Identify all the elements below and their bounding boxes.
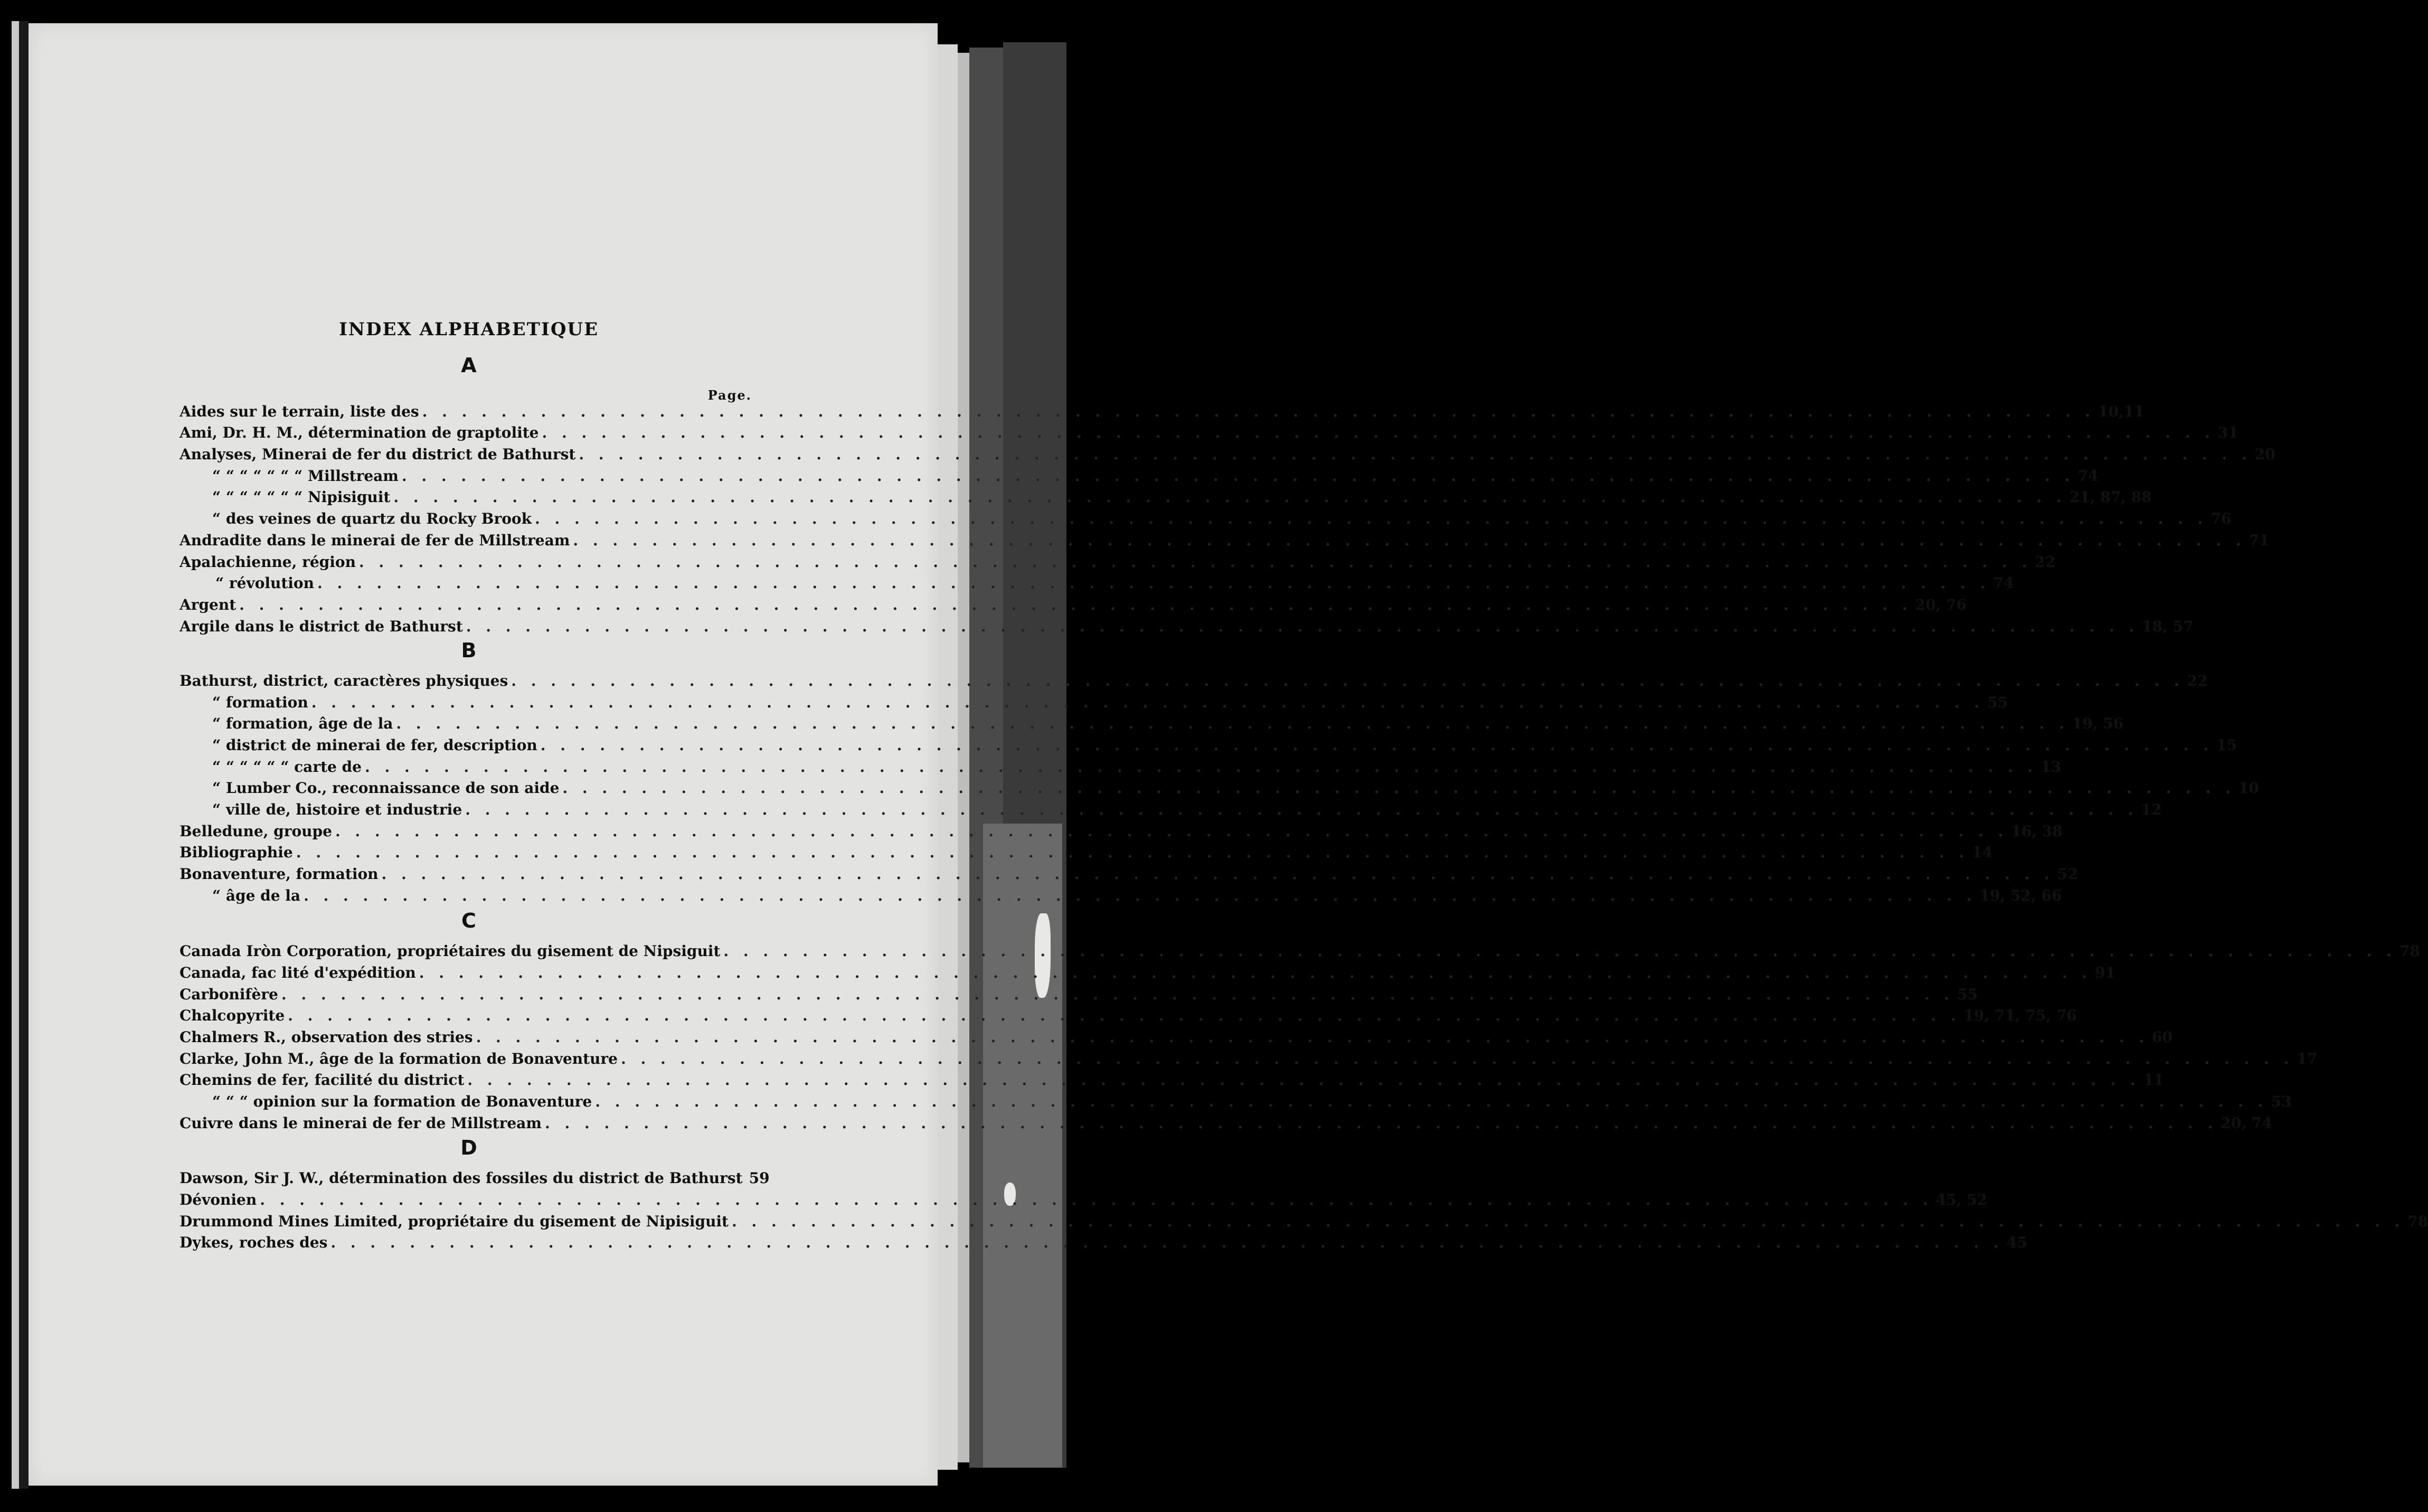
leader-dots (541, 735, 2213, 756)
entry-pages: 78 (2407, 1213, 2428, 1230)
leader-dots (465, 799, 2138, 820)
entry-pages: 78 (2399, 942, 2420, 960)
index-entry (179, 1005, 2077, 1026)
entry-pages: 13 (2040, 758, 2062, 776)
leader-dots (621, 1048, 2293, 1070)
entry-pages: 11 (2143, 1071, 2164, 1089)
leader-dots (422, 401, 2095, 422)
leader-dots (281, 984, 1954, 1005)
entry-term: Bibliographie (179, 844, 293, 861)
leader-dots (732, 1211, 2404, 1232)
entry-pages: 15 (2216, 736, 2237, 754)
index-entry (179, 1070, 2164, 1091)
entry-term: Ami, Dr. H. M., détermination de graptolite (179, 424, 539, 441)
entry-term: Chemins de fer, facilité du district (179, 1071, 465, 1089)
entry-pages: 55 (1957, 986, 1978, 1003)
entry-pages: 12 (2141, 801, 2162, 818)
section-letter-b: B (461, 639, 477, 662)
entry-pages: 59 (749, 1169, 770, 1187)
index-entry (179, 1168, 770, 1189)
entry-term: Aides sur le terrain, liste des (179, 403, 419, 420)
leader-dots (466, 616, 2139, 637)
entry-pages: 20, 74 (2221, 1114, 2272, 1132)
leader-dots (562, 778, 2235, 799)
entry-pages: 71 (2249, 532, 2270, 549)
binding-shadow (19, 21, 29, 1489)
index-entry (179, 594, 1967, 616)
leader-dots (573, 530, 2245, 551)
entry-pages: 14 (1972, 844, 1993, 861)
index-entry (179, 487, 2152, 508)
leader-dots (239, 594, 1912, 616)
entry-term: “ “ “ opinion sur la formation de Bonaventure (212, 1093, 592, 1110)
entry-term: Apalachienne, région (179, 553, 356, 571)
leader-dots (365, 757, 2037, 778)
leader-dots (393, 487, 2066, 508)
leader-dots (545, 1113, 2217, 1134)
entry-pages: 21, 87, 88 (2069, 488, 2152, 506)
index-entry (179, 530, 2270, 551)
leader-dots (542, 422, 2214, 443)
entry-term: “ “ “ “ “ “ “ Nipisiguit (212, 488, 391, 506)
index-page (29, 23, 2428, 1486)
index-entry (179, 984, 1978, 1005)
index-entry (179, 757, 2062, 778)
index-entry (179, 692, 2008, 713)
index-entry (179, 821, 2063, 842)
index-entry (179, 1027, 2172, 1048)
entry-pages: 91 (2095, 964, 2116, 981)
index-entry (179, 573, 2014, 594)
entry-pages: 18, 57 (2142, 618, 2194, 635)
entry-term: Dykes, roches des (179, 1234, 328, 1251)
index-entry (179, 616, 2194, 637)
entry-term: “ formation (212, 694, 308, 711)
entry-pages: 19, 52, 66 (1979, 887, 2062, 904)
section-letter-a: A (461, 354, 477, 377)
leader-dots (396, 713, 2068, 734)
leader-dots (467, 1070, 2140, 1091)
index-entry (179, 1211, 2428, 1232)
entry-term: Bonaventure, formation (179, 865, 379, 883)
index-entry (179, 1113, 2272, 1134)
leader-dots (535, 508, 2207, 530)
entry-term: Analyses, Minerai de fer du district de Bathurst (179, 446, 576, 463)
index-entry (179, 941, 2420, 962)
entry-pages: 17 (2297, 1050, 2318, 1067)
entry-term: “ Lumber Co., reconnaissance de son aide (212, 779, 560, 797)
index-entry (179, 864, 2078, 885)
leader-dots (476, 1027, 2149, 1048)
leader-dots (419, 962, 2092, 984)
entry-term: Canada, fac lité d'expédition (179, 964, 416, 981)
entry-pages: 74 (2077, 467, 2099, 485)
index-entry (179, 799, 2162, 820)
index-entry (179, 444, 2275, 465)
entry-pages: 76 (2210, 510, 2232, 527)
page-tear-mark (618, 41, 632, 54)
entry-pages: 19, 56 (2072, 715, 2124, 732)
index-entry (179, 885, 2062, 906)
leader-dots (381, 864, 2054, 885)
entry-term: “ district de minerai de fer, description (212, 736, 537, 754)
entry-pages: 20, 76 (1915, 596, 1967, 613)
entry-term: Canada Iròn Corporation, propriétaires du gisement de Nipsiguit (179, 942, 721, 960)
entry-term: Argile dans le district de Bathurst (179, 618, 463, 635)
entry-term: “ ville de, histoire et industrie (212, 801, 462, 818)
index-entry (179, 778, 2259, 799)
entry-pages: 19, 71, 75, 76 (1963, 1007, 2077, 1024)
section-letter-d: D (460, 1136, 477, 1159)
entry-pages: 20 (2254, 446, 2275, 463)
leader-dots (317, 573, 1990, 594)
entry-pages: 10 (2238, 779, 2259, 797)
entry-term: Andradite dans le minerai de fer de Millstream (179, 532, 570, 549)
entry-term: Carbonifère (179, 986, 278, 1003)
entry-term: Argent (179, 596, 237, 613)
entry-term: “ révolution (215, 574, 314, 592)
index-entry (179, 401, 2144, 422)
index-entry (179, 713, 2124, 734)
page-column-header: Page. (707, 388, 752, 403)
leader-dots (296, 842, 1969, 863)
index-entry (179, 962, 2116, 984)
index-entry (179, 466, 2099, 487)
entry-pages: 60 (2151, 1028, 2172, 1046)
leader-dots (330, 1232, 2003, 1253)
entry-pages: 55 (1987, 694, 2008, 711)
entry-term: Chalcopyrite (179, 1007, 285, 1024)
page-title: INDEX ALPHABETIQUE (339, 319, 599, 340)
entry-term: Dévonien (179, 1191, 257, 1208)
entry-term: “ âge de la (212, 887, 301, 904)
leader-dots (402, 466, 2074, 487)
entry-term: “ “ “ “ “ “ “ Millstream (212, 467, 399, 485)
leader-dots (595, 1091, 2268, 1112)
leader-dots (304, 885, 1976, 906)
leader-dots (359, 552, 2032, 573)
leader-dots (311, 692, 1984, 713)
entry-pages: 31 (2217, 424, 2238, 441)
index-entry (179, 842, 1993, 863)
entry-term: Clarke, John M., âge de la formation de Bonaventure (179, 1050, 618, 1067)
leader-dots (288, 1005, 1960, 1026)
entry-pages: 45, 52 (1935, 1191, 1988, 1208)
entry-pages: 52 (2057, 865, 2078, 883)
leader-dots (335, 821, 2008, 842)
entry-pages: 10,11 (2098, 403, 2144, 420)
leader-dots (579, 444, 2251, 465)
index-entry (179, 508, 2232, 530)
entry-term: Drummond Mines Limited, propriétaire du gisement de Nipisiguit (179, 1213, 729, 1230)
index-entry (179, 1189, 1988, 1211)
entry-term: Bathurst, district, caractères physiques (179, 672, 508, 689)
leader-dots (260, 1189, 1932, 1211)
entry-term: Belledune, groupe (179, 823, 332, 840)
entry-term: Dawson, Sir J. W., détermination des fossiles du district de Bathurst (179, 1169, 743, 1187)
entry-term: Chalmers R., observation des stries (179, 1028, 473, 1046)
entry-pages: 74 (1993, 574, 2014, 592)
entry-term: “ formation, âge de la (212, 715, 393, 732)
index-entry (179, 1091, 2292, 1112)
binding-edge (12, 21, 19, 1489)
index-entry (179, 422, 2238, 443)
entry-term: Cuivre dans le minerai de fer de Millstream (179, 1114, 542, 1132)
entry-term: “ “ “ “ “ “ carte de (212, 758, 362, 776)
leader-dots (723, 941, 2396, 962)
leader-dots (511, 670, 2184, 692)
entry-pages: 16, 38 (2011, 823, 2063, 840)
index-entry (179, 552, 2056, 573)
entry-pages: 22 (2187, 672, 2208, 689)
index-entry (179, 1232, 2027, 1253)
entry-pages: 53 (2271, 1093, 2292, 1110)
entry-term: “ des veines de quartz du Rocky Brook (212, 510, 532, 527)
book-cover-worn-area (983, 824, 1062, 1468)
index-entry (179, 1048, 2318, 1070)
index-entry (179, 735, 2237, 756)
entry-pages: 22 (2035, 553, 2056, 571)
section-letter-c: C (461, 909, 476, 932)
entry-pages: 45 (2006, 1234, 2027, 1251)
index-entry (179, 670, 2208, 692)
